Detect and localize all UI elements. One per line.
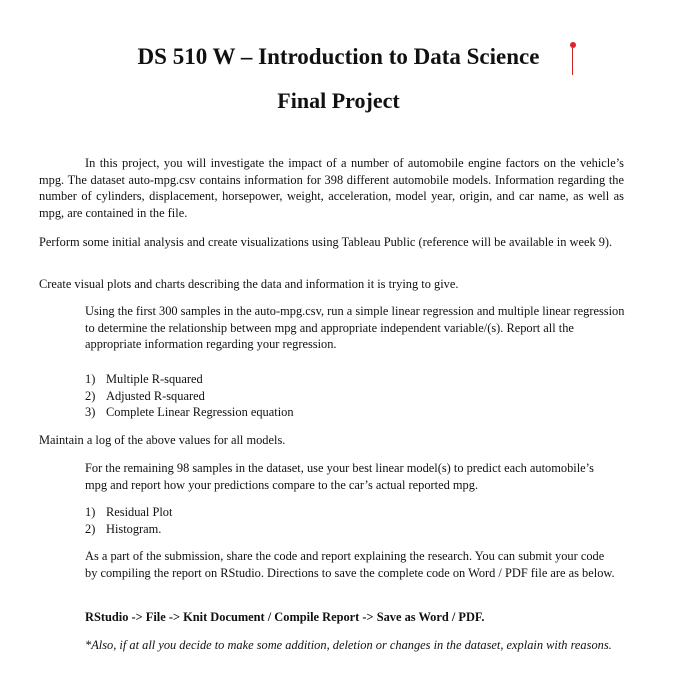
document-title: DS 510 W – Introduction to Data Science bbox=[137, 44, 540, 69]
log-paragraph: Maintain a log of the above values for all models. bbox=[39, 433, 286, 447]
cursor-dot bbox=[570, 42, 576, 48]
regression-paragraph: Using the first 300 samples in the auto-mpg.csv, run a simple linear regression and multiple linear regression to determine the relationship between mpg and appropriate independent variable/(s). Report all the appropriate information regarding your regression. bbox=[85, 304, 625, 351]
submission-paragraph: As a part of the submission, share the code and report explaining the research. You can submit your code by compiling the report on RStudio. Directions to save the complete code on Word / PDF file are as below. bbox=[85, 549, 615, 580]
visualization-paragraph: Create visual plots and charts describing the data and information it is trying to give. bbox=[39, 277, 459, 291]
note-paragraph: *Also, if at all you decide to make some addition, deletion or changes in the dataset, explain with reasons. bbox=[85, 638, 612, 652]
prediction-paragraph: For the remaining 98 samples in the dataset, use your best linear model(s) to predict each automobile’s mpg and report how your predictions compare to the car’s actual reported mpg. bbox=[85, 461, 594, 492]
intro-paragraph: In this project, you will investigate the impact of a number of automobile engine factors on the vehicle’s mpg. The dataset auto-mpg.csv contains information for 398 different automobile models. Information regarding the number of cylinders, displacement, horsepower, weight, acceleration, model year, origin, and car name, as well as mpg, are contained in the file. bbox=[39, 156, 624, 220]
list-item: 3) Complete Linear Regression equation bbox=[85, 405, 294, 419]
analysis-paragraph: Perform some initial analysis and create visualizations using Tableau Public (reference will be available in week 9). bbox=[39, 235, 613, 249]
regression-list bbox=[85, 371, 605, 421]
list-item: 2) Histogram. bbox=[85, 521, 162, 536]
rstudio-steps: RStudio -> File -> Knit Document / Compile Report -> Save as Word / PDF. bbox=[85, 610, 485, 624]
list-item: 2) Adjusted R-squared bbox=[85, 388, 205, 403]
document-subtitle: Final Project bbox=[277, 88, 400, 113]
cursor-stem bbox=[572, 48, 573, 75]
list-item: 1) Residual Plot bbox=[85, 505, 173, 519]
plots-list bbox=[85, 504, 605, 537]
list-item: 1) Multiple R-squared bbox=[85, 372, 203, 386]
text-cursor-marker bbox=[572, 40, 575, 76]
